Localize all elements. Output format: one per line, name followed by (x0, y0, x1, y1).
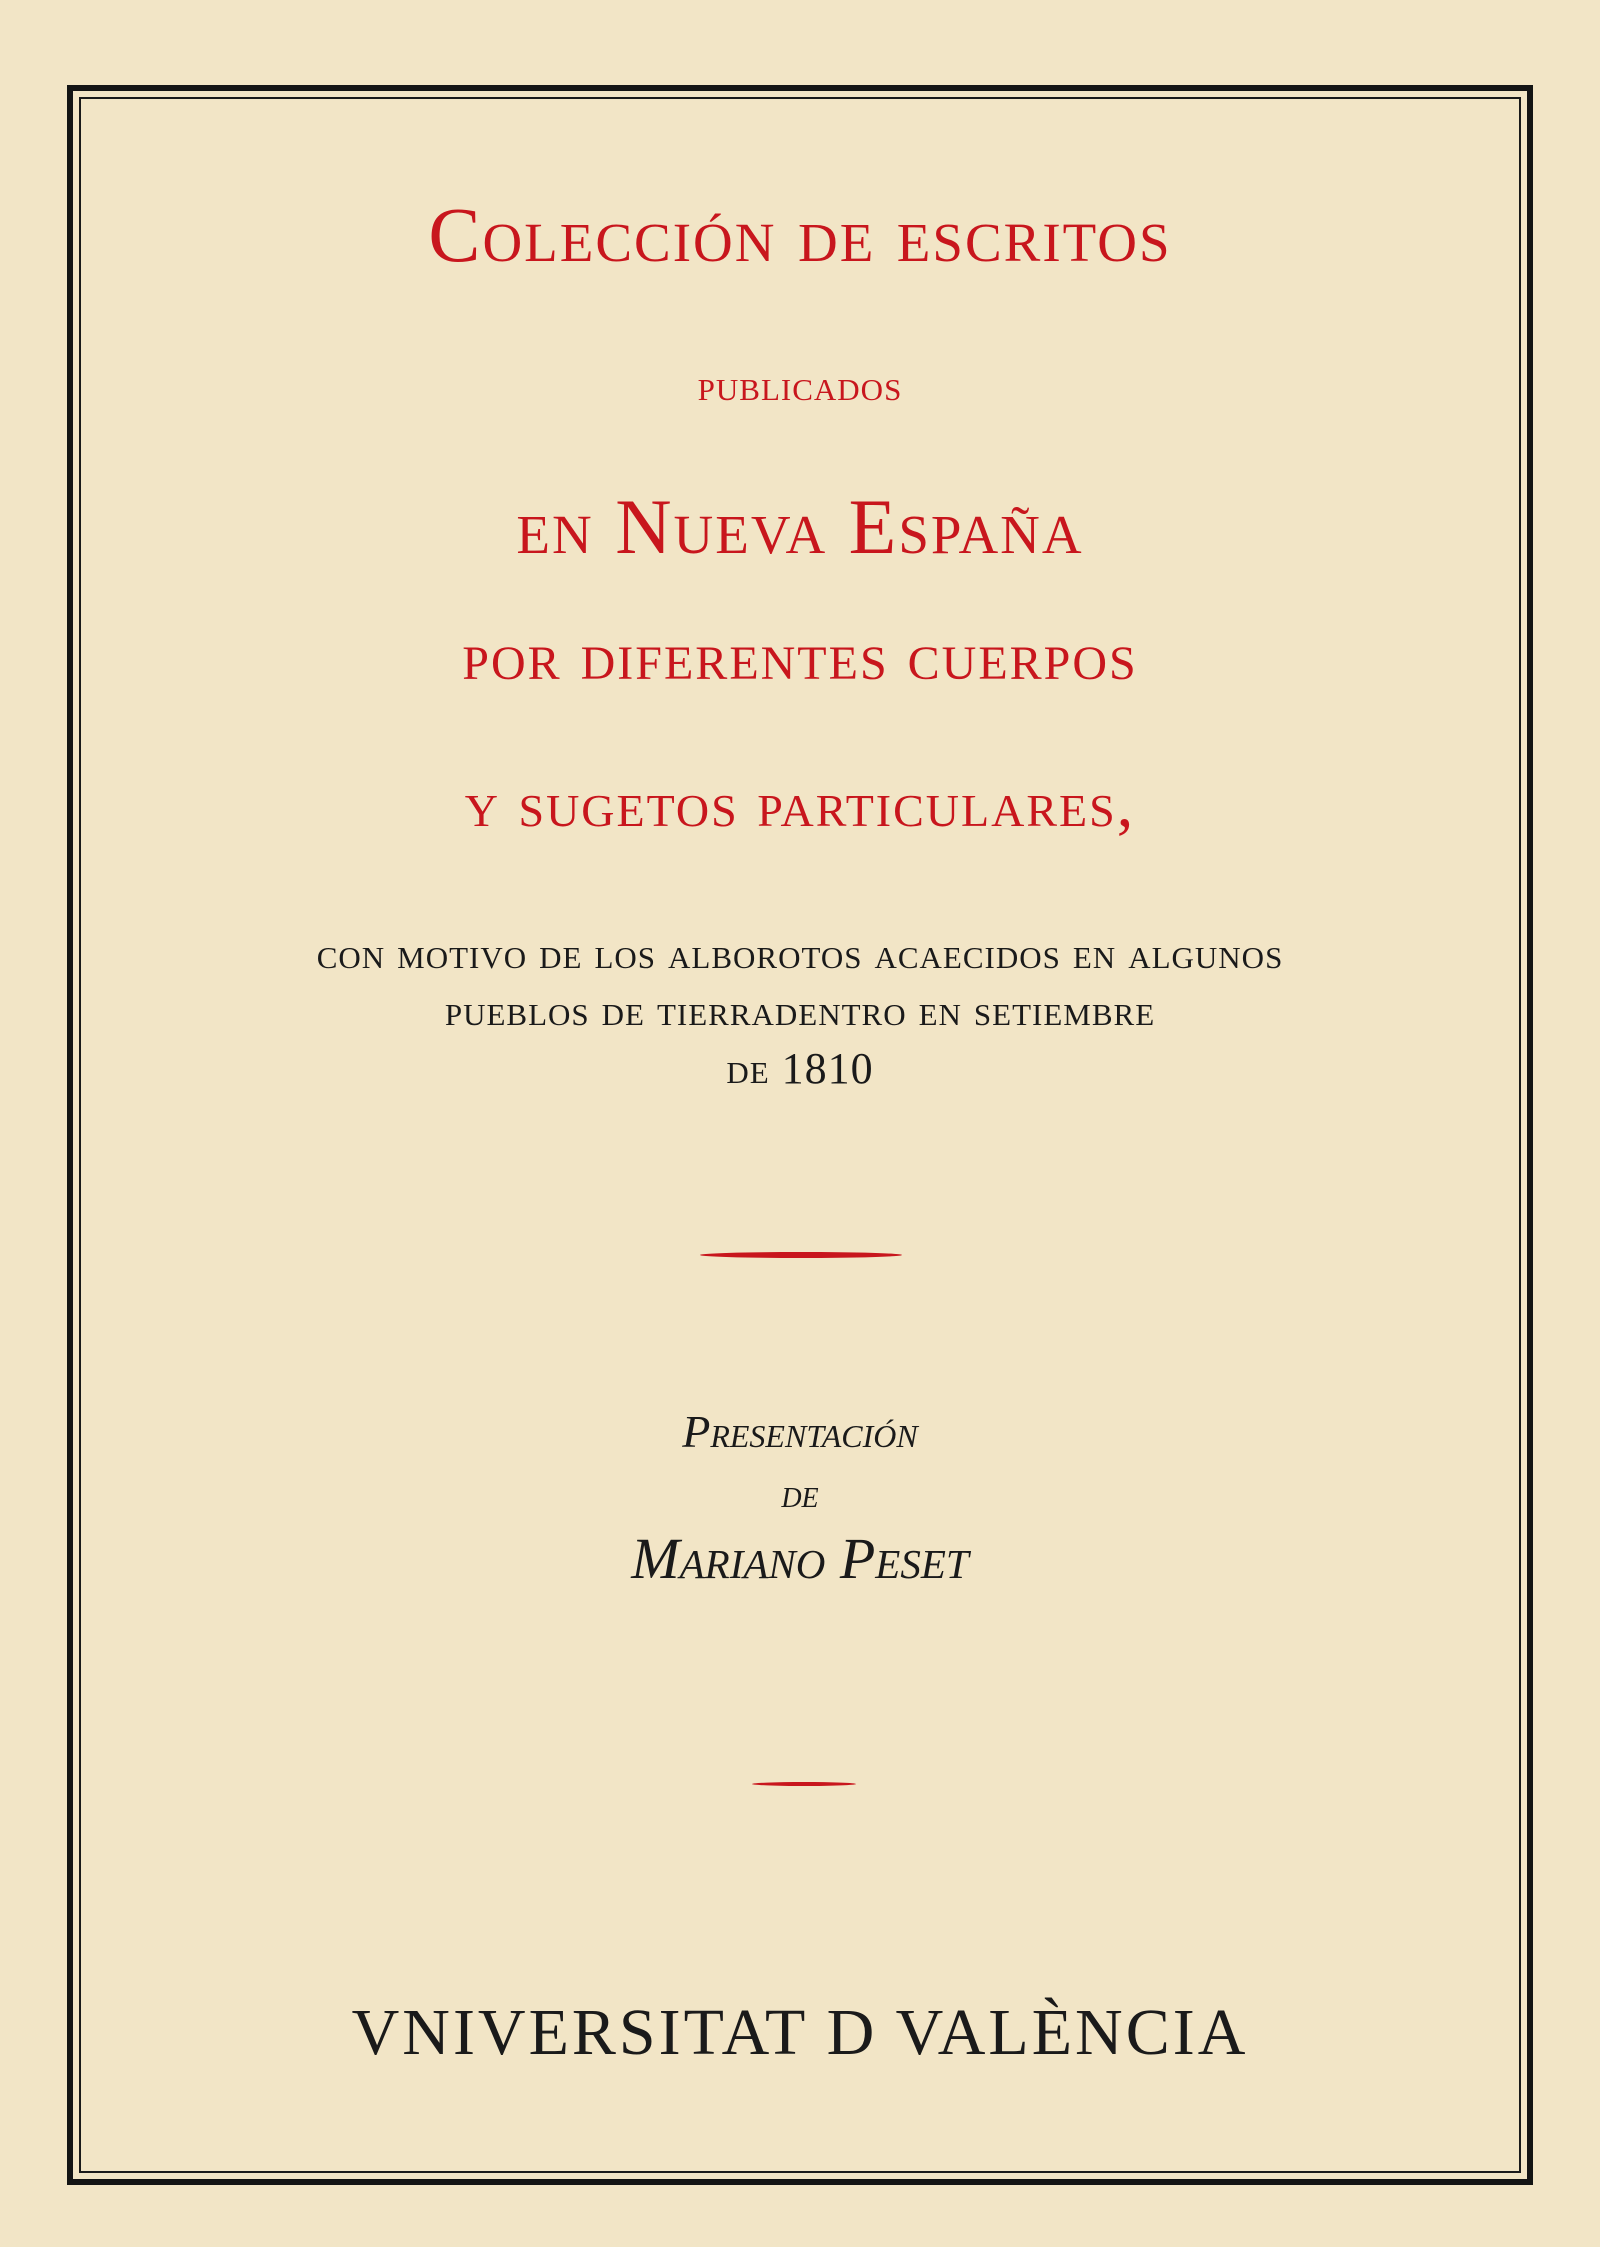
subtitle-line-3: de 1810 (726, 1044, 874, 1093)
presentation-connector: de (781, 1471, 819, 1516)
title-line-5: y sugetos particulares, (464, 768, 1136, 841)
subtitle-line-1: con motivo de los alborotos acaecidos en algunos (316, 929, 1284, 978)
ornamental-rule (700, 1252, 902, 1258)
subtitle-line-2: pueblos de tierradentro en setiembre (444, 986, 1156, 1035)
ornamental-rule-small (752, 1782, 856, 1786)
title-line-3: en Nueva España (516, 483, 1084, 570)
title-line-1: Colección de escritos (428, 191, 1172, 278)
author-name: Mariano Peset (631, 1526, 969, 1591)
title-line-4: por diferentes cuerpos (462, 618, 1138, 694)
presentation-label: Presentación (682, 1406, 918, 1457)
publisher-logo: VNIVERSITAT D VALÈNCIA (351, 1996, 1249, 2069)
title-line-2: publicados (697, 361, 903, 410)
